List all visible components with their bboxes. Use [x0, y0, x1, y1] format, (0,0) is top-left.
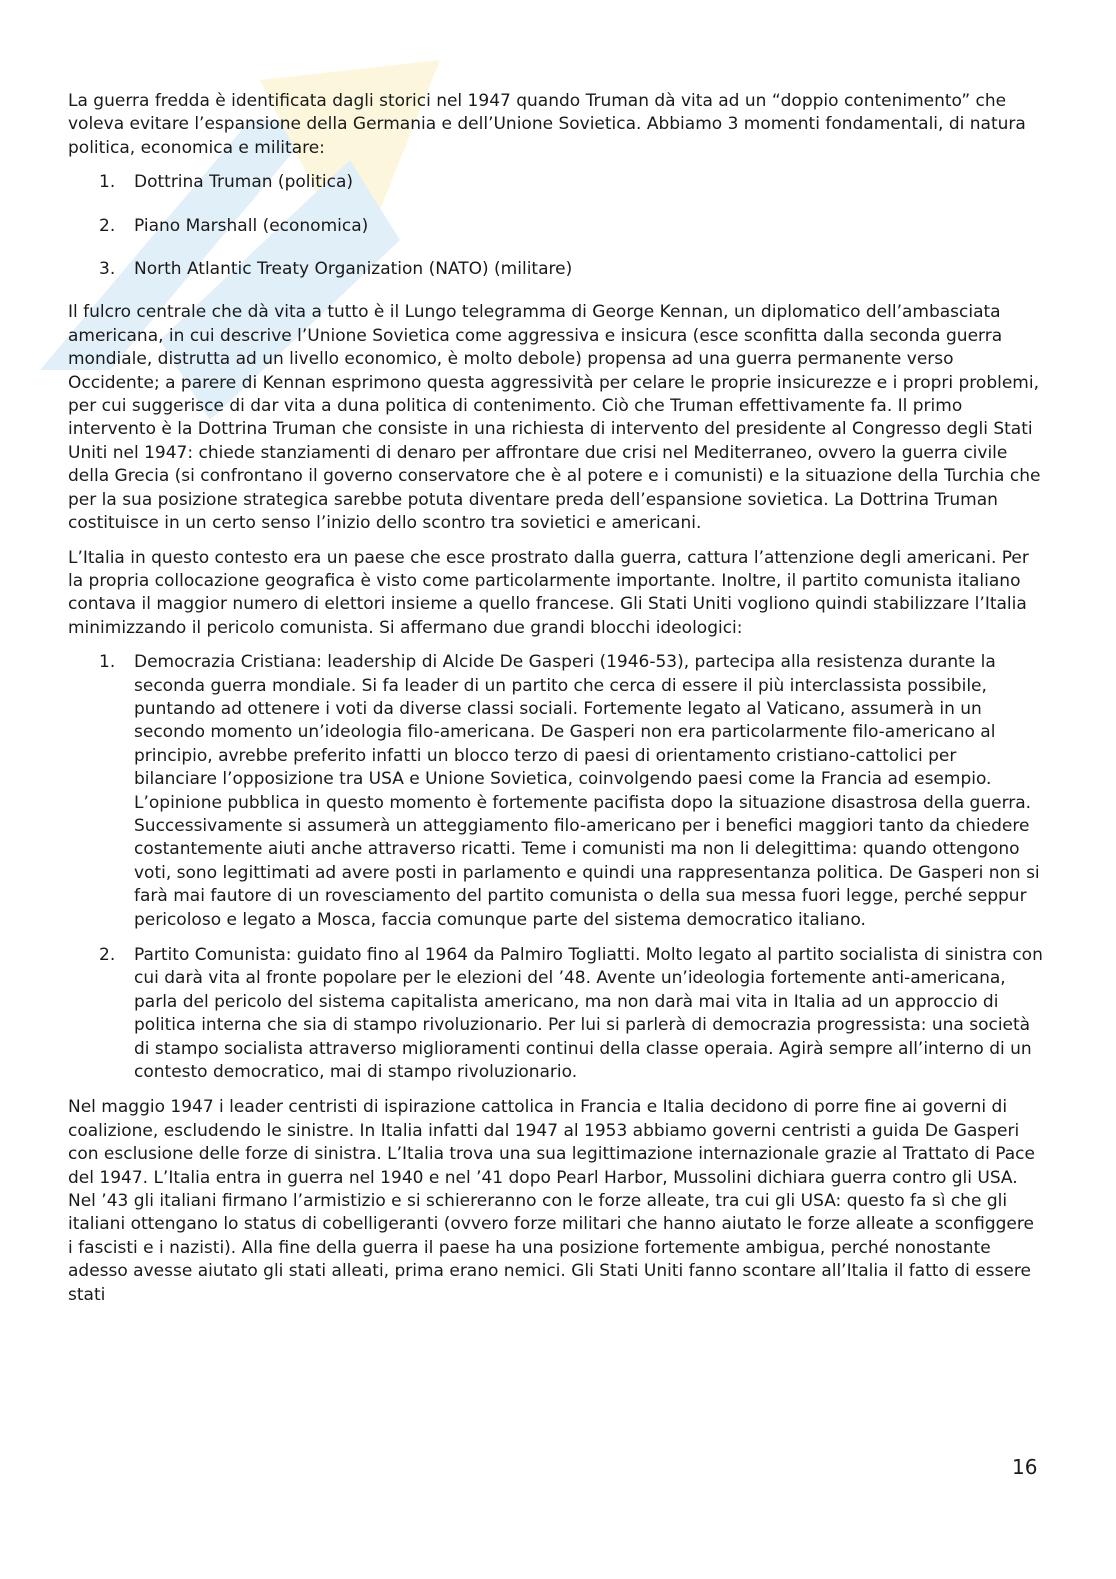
- list-item-text: Dottrina Truman (politica): [134, 172, 353, 193]
- list-item: [68, 258, 1044, 281]
- list-item-text: North Atlantic Treaty Organization (NATO) (militare): [134, 259, 573, 280]
- list-item-number: 2.: [99, 215, 116, 236]
- list-item: [68, 944, 1044, 1084]
- page-number: 16: [1012, 1455, 1038, 1479]
- list-item-number: 1.: [99, 652, 116, 673]
- list-item-number: 2.: [99, 945, 116, 965]
- list-item-number: 1.: [99, 172, 116, 193]
- list-item: [68, 171, 1044, 194]
- numbered-list-moments: [68, 171, 1044, 281]
- paragraph-intro: La guerra fredda è identificata dagli storici nel 1947 quando Truman dà vita ad un “doppio contenimento” che voleva evitare l’espansione della Germania e dell’Unione Sovietica. Abbiamo 3 momenti fondamentali, di natura politica, economica e militare:: [68, 91, 1026, 158]
- list-item-number: 3.: [99, 259, 116, 280]
- list-item-text: Partito Comunista: guidato fino al 1964 da Palmiro Togliatti. Molto legato al partito socialista di sinistra con cui darà vita al fronte popolare per le elezioni del ’48. Avente un’ideologia fortemente anti-americana, parla del pericolo del sistema capitalista americano, ma non darà mai vita in Italia ad un approccio di politica interna che sia di stampo rivoluzionario. Per lui si parlerà di democrazia progressista: una società di stampo socialista attraverso miglioramenti continui della classe operaia. Agirà sempre all’interno di un contesto democratico, mai di stampo rivoluzionario.: [134, 945, 1043, 1083]
- list-item-text: Piano Marshall (economica): [134, 215, 369, 236]
- list-item: [68, 215, 1044, 238]
- list-item-text: Democrazia Cristiana: leadership di Alcide De Gasperi (1946-53), partecipa alla resistenza durante la seconda guerra mondiale. Si fa leader di un partito che cerca di essere il più interclassista possibile, puntando ad ottenere i voti da diverse classi sociali. Fortemente legato al Vaticano, assumerà in un secondo momento un’ideologia filo-americana. De Gasperi non era particolarmente filo-americano al principio, avrebbe preferito infatti un blocco terzo di paesi di orientamento cristiano-cattolici per bilanciare l’opposizione tra USA e Unione Sovietica, coinvolgendo paesi come la Francia ad esempio. L’opinione pubblica in questo momento è fortemente pacifista dopo la situazione disastrosa della guerra. Successivamente si assumerà un atteggiamento filo-americano per i benefici maggiori tanto da chiedere costantemente aiuti anche attraverso ricatti. Teme i comunisti ma non li delegittima: quando ottengono voti, sono legittimati ad avere posti in parlamento e quindi una rappresentanza politica. De Gasperi non si farà mai fautore di un rovesciamento del partito comunista o della sua messa fuori legge, perché seppur pericoloso e legato a Mosca, faccia comunque parte del sistema democratico italiano.: [134, 652, 1040, 930]
- list-item: [68, 651, 1044, 932]
- paragraph-italia: L’Italia in questo contesto era un paese che esce prostrato dalla guerra, cattura l’attenzione degli americani. Per la propria collocazione geografica è visto come particolarmente importante. Inoltre, il partito comunista italiano contava il maggior numero di elettori insieme a quello francese. Gli Stati Uniti vogliono quindi stabilizzare l’Italia minimizzando il pericolo comunista. Si affermano due grandi blocchi ideologici:: [68, 547, 1029, 638]
- paragraph-kennan: Il fulcro centrale che dà vita a tutto è il Lungo telegramma di George Kennan, un diplomatico dell’ambasciata americana, in cui descrive l’Unione Sovietica come aggressiva e insicura (esce sconfitta dalla seconda guerra mondiale, distrutta ad un livello economico, è molto debole) propensa ad una guerra permanente verso Occidente; a parere di Kennan esprimono questa aggressività per celare le proprie insicurezze e i propri problemi, per cui suggerisce di dar vita a duna politica di contenimento. Ciò che Truman effettivamente fa. Il primo intervento è la Dottrina Truman che consiste in una richiesta di intervento del presidente al Congresso degli Stati Uniti nel 1947: chiede stanziamenti di denaro per affrontare due crisi nel Mediterraneo, ovvero la guerra civile della Grecia (si confrontano il governo conservatore che è al potere e i comunisti) e la situazione della Turchia che per la sua posizione strategica sarebbe potuta diventare preda dell’espansione sovietica. La Dottrina Truman costituisce in un certo senso l’inizio dello scontro tra sovietici e americani.: [68, 302, 1041, 534]
- document-body: [68, 90, 1044, 1318]
- paragraph-maggio-1947: Nel maggio 1947 i leader centristi di ispirazione cattolica in Francia e Italia decidono di porre fine ai governi di coalizione, escludendo le sinistre. In Italia infatti dal 1947 al 1953 abbiamo governi centristi a guida De Gasperi con esclusione delle forze di sinistra. L’Italia trova una sua legittimazione internazionale grazie al Trattato di Pace del 1947. L’Italia entra in guerra nel 1940 e nel ’41 dopo Pearl Harbor, Mussolini dichiara guerra contro gli USA. Nel ’43 gli italiani firmano l’armistizio e si schiereranno con le forze alleate, tra cui gli USA: questo fa sì che gli italiani ottengano lo status di cobelligeranti (ovvero forze militari che hanno aiutato le forze alleate a sconfiggere i fascisti e i nazisti). Alla fine della guerra il paese ha una posizione fortemente ambigua, perché nonostante adesso avesse aiutato gli stati alleati, prima erano nemici. Gli Stati Uniti fanno scontare all’Italia il fatto di essere stati: [68, 1097, 1035, 1305]
- numbered-list-blocks: [68, 651, 1044, 1084]
